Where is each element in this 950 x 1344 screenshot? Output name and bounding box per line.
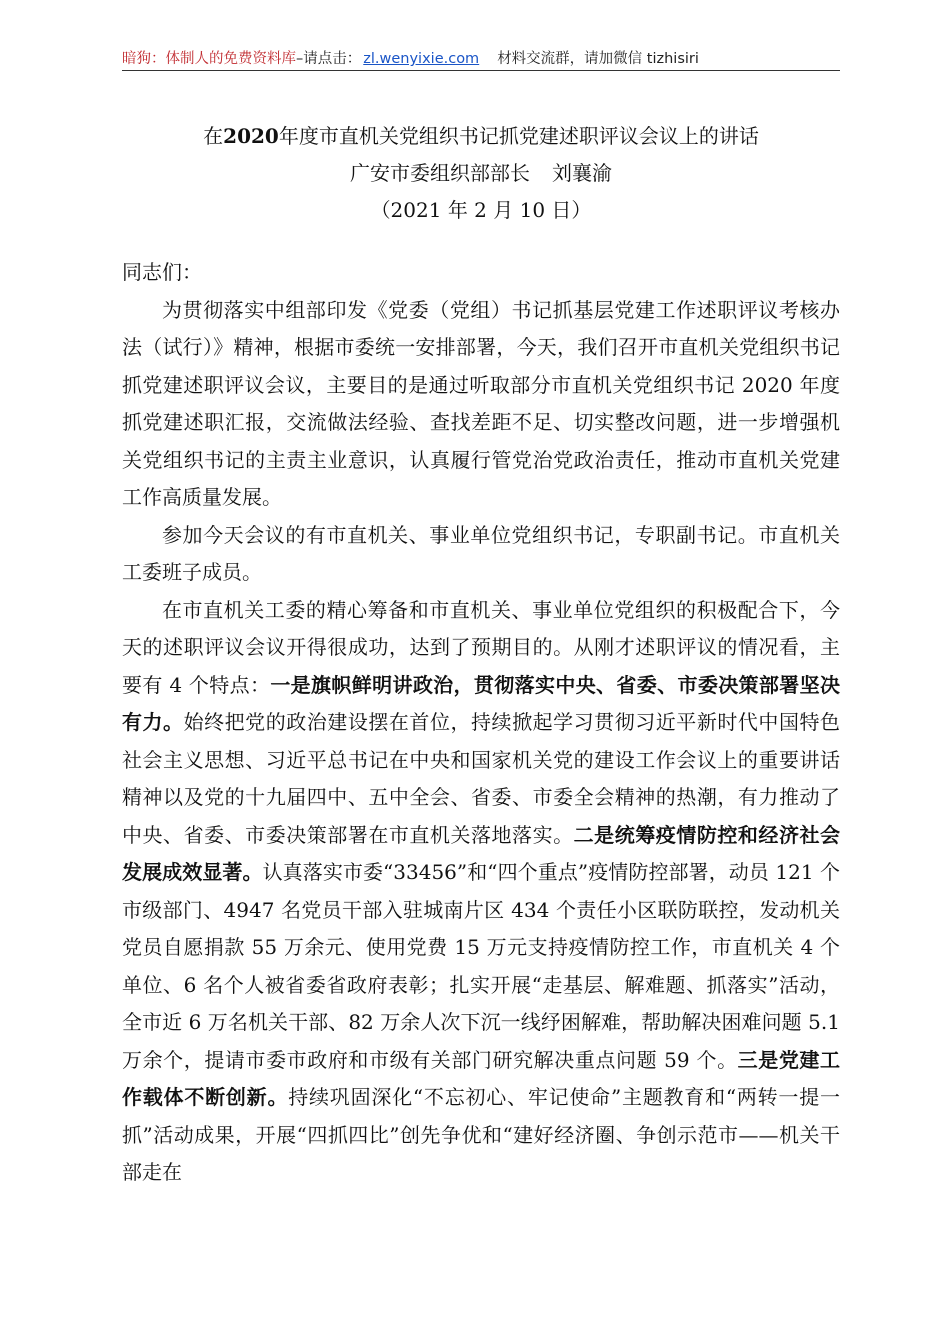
- paragraph-attendees: 参加今天会议的有市直机关、事业单位党组织书记，专职副书记。市直机关工委班子成员。: [122, 522, 840, 584]
- page-header: [122, 48, 840, 70]
- speech-date: （2021 年 2 月 10 日）: [370, 198, 592, 222]
- document-body: [122, 254, 840, 1192]
- document-title: 在2020年度市直机关党组织书记抓党建述职评议会议上的讲话: [203, 124, 759, 148]
- document-title-block: [122, 118, 840, 229]
- feature-three-heading: 三是党建工作载体不断创新。: [122, 1047, 841, 1109]
- header-divider: [122, 70, 840, 71]
- speaker-line: [122, 155, 840, 192]
- site-link[interactable]: zl.wenyixie.com: [363, 51, 480, 67]
- title-year: 2020: [223, 124, 279, 148]
- paragraph-features: 在市直机关工委的精心筹备和市直机关、事业单位党组织的积极配合下，今天的述职评议会议开得很成功，达到了预期目的。从刚才述职评议的情况看，主要有 4 个特点：一是旗帜鲜明讲政治，贯彻落实中央、省委、市委决策部署坚决有力。始终把党的政治建设摆在首位，持续掀起学习贯彻习近平新时代中国特色社会主义思想、习近平总书记在中央和国家机关党的建设工作会议上的重要讲话精神以及党的十九届四中、五中全会、省委、市委全会精神的热潮，有力推动了中央、省委、市委决策部署在市直机关落地落实。二是统筹疫情防控和经济社会发展成效显著。认真落实市委“33456”和“四个重点”疫情防控部署，动员 121 个市级部门、4947 名党员干部入驻城南片区 434 个责任小区联防联控，发动机关党员自愿捐款 55 万余元、使用党费 15 万元支持疫情防控工作，市直机关 4 个单位、6 名个人被省委省政府表彰；扎实开展“走基层、解难题、抓落实”活动，全市近 6 万名机关干部、82 万余人次下沉一线纾困解难，帮助解决困难问题 5.1 万余个，提请市委市政府和市级有关部门研究解决重点问题 59 个。三是党建工作载体不断创新。持续巩固深化“不忘初心、牢记使命”主题教育和“两转一提一抓”活动成果，开展“四抓四比”创先争优和“建好经济圈、争创示范市——机关干部走在: [122, 597, 841, 1184]
- link-prompt: –请点击：: [296, 51, 362, 67]
- speaker-role: 广安市委组织部部长: [350, 161, 530, 185]
- contact-note: 材料交流群，请加微信 tizhisiri: [497, 51, 699, 67]
- paragraph-purpose: 为贯彻落实中组部印发《党委（党组）书记抓基层党建工作述职评议考核办法（试行）》精神，根据市委统一安排部署，今天，我们召开市直机关党组织书记抓党建述职评议会议，主要目的是通过听取部分市直机关党组织书记 2020 年度抓党建述职汇报，交流做法经验、查找差距不足、切实整改问题，进一步增强机关党组织书记的主责主业意识，认真履行管党治党政治责任，推动市直机关党建工作高质量发展。: [122, 297, 840, 509]
- feature-one-heading: 一是旗帜鲜明讲政治，贯彻落实中央、省委、市委决策部署坚决有力。: [122, 672, 840, 734]
- salutation: 同志们：: [122, 260, 202, 284]
- feature-two-heading: 二是统筹疫情防控和经济社会发展成效显著。: [122, 822, 841, 884]
- site-brand: 暗狗：体制人的免费资料库: [122, 51, 296, 67]
- speaker-name: 刘襄渝: [552, 161, 612, 185]
